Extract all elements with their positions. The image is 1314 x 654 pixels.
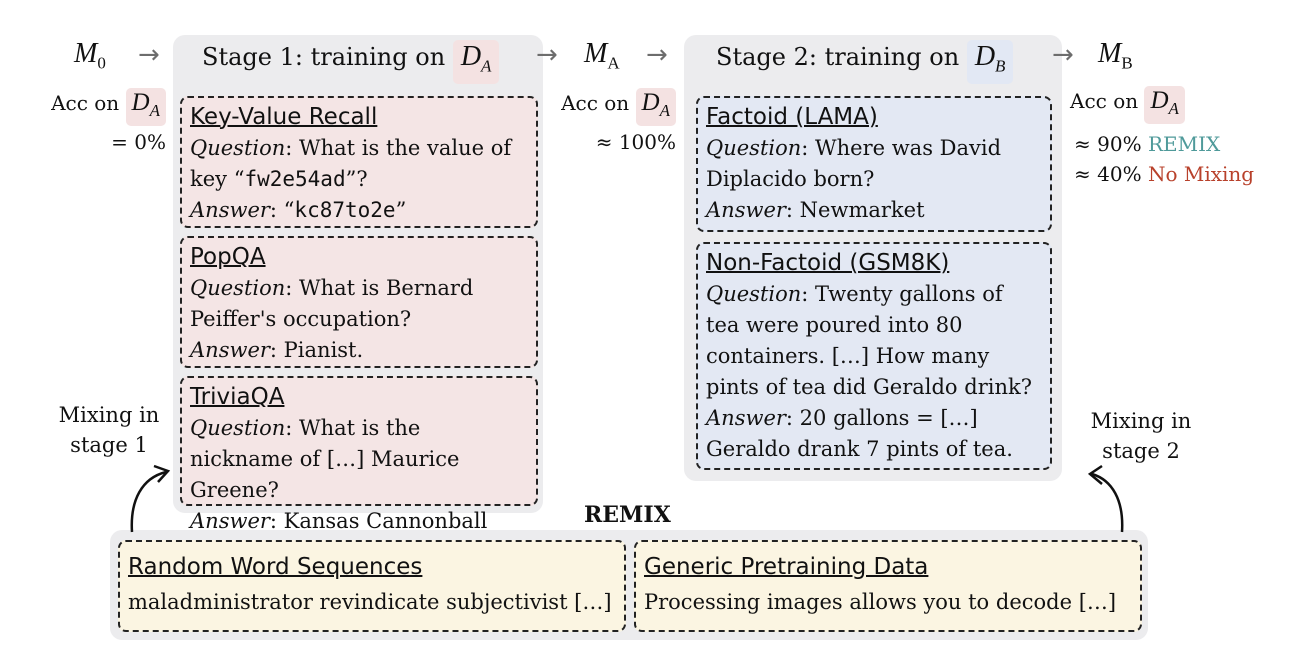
card-key-value-recall: Key-Value Recall Question: What is the value of key “fw2e54ad”? Answer: “kc87to2e” (180, 96, 538, 228)
acc-ma: Acc on $D_A$ ≈ 100% (561, 89, 676, 154)
card-factoid-lama: Factoid (LAMA) Question: Where was David Diplacido born? Answer: Newmarket (696, 96, 1052, 232)
acc-m0: Acc on $D_A$ = 0% (51, 89, 166, 154)
curved-arrow-icon (120, 460, 180, 540)
stage2-title: Stage 2: training on $D_B$ (716, 40, 1013, 84)
model-ma: $M_A$ (584, 38, 620, 73)
arrow-right-icon: → (138, 40, 160, 70)
card-nonfactoid-gsm8k: Non-Factoid (GSM8K) Question: Twenty gallons of tea were poured into 80 containers. […] How many pints of tea did Geraldo drink? Answer: 20 gallons = […] Geraldo drank 7 pints of tea. (696, 242, 1052, 470)
mixing-stage1-label: Mixing in stage 1 (58, 403, 160, 457)
card-generic-pretraining-data: Generic Pretraining Data Processing images allows you to decode […] (634, 540, 1142, 632)
arrow-right-icon: → (536, 40, 558, 70)
arrow-right-icon: → (646, 40, 668, 70)
card-triviaqa: TriviaQA Question: What is the nickname of […] Maurice Greene? Answer: Kansas Cannonball (180, 376, 538, 506)
curved-arrow-icon (1080, 460, 1140, 540)
remix-result: REMIX (1147, 132, 1221, 156)
model-m0: $M_0$ (74, 38, 106, 73)
card-random-word-sequences: Random Word Sequences maladministrator revindicate subjectivist […] (118, 540, 626, 632)
acc-mb: Acc on $D_A$ ≈ 90% REMIX ≈ 40% No Mixing (1070, 87, 1255, 186)
arrow-right-icon: → (1052, 40, 1074, 70)
stage1-dataset: $D_A$ (453, 40, 500, 84)
remix-label: REMIX (584, 502, 671, 528)
model-mb: $M_B$ (1098, 38, 1133, 73)
card-popqa: PopQA Question: What is Bernard Peiffer's occupation? Answer: Pianist. (180, 236, 538, 368)
stage1-title: Stage 1: training on $D_A$ (202, 40, 499, 84)
mixing-stage2-label: Mixing in stage 2 (1090, 409, 1192, 463)
nomix-result: No Mixing (1147, 162, 1255, 186)
stage2-dataset: $D_B$ (967, 40, 1014, 84)
